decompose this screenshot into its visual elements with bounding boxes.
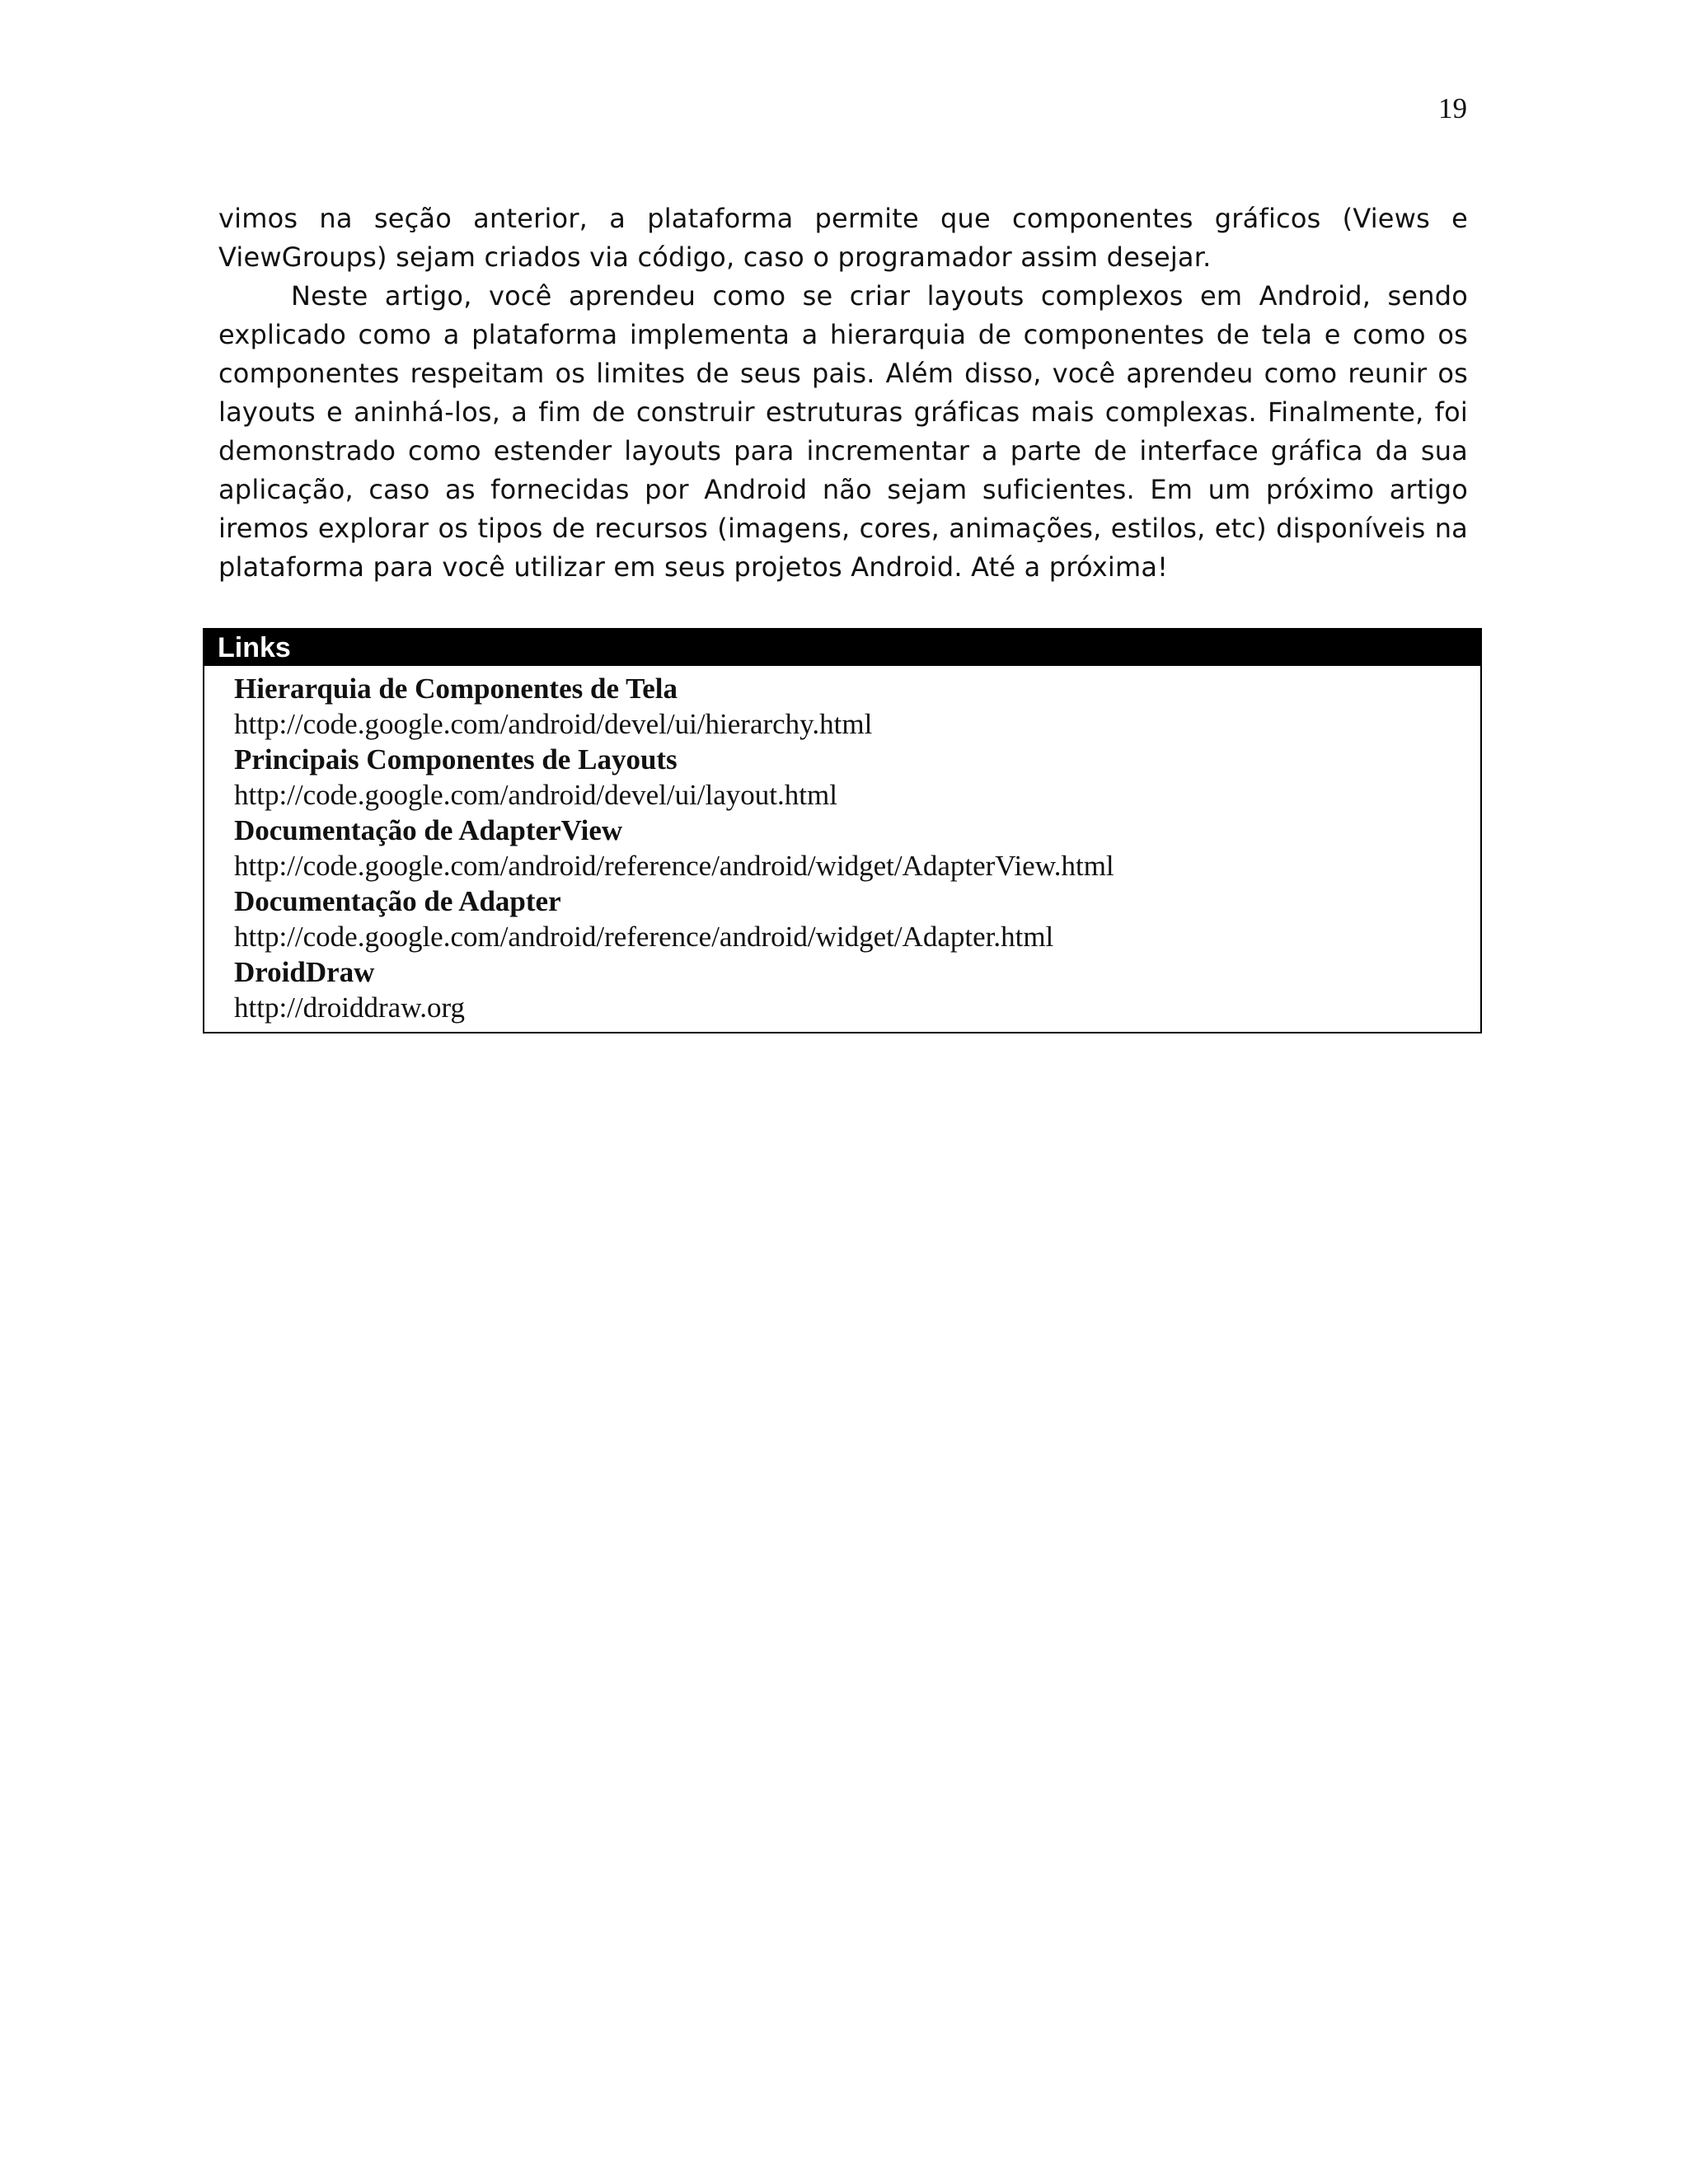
link-title: Hierarquia de Componentes de Tela [234,673,678,705]
links-box [203,628,1482,1033]
link-url[interactable]: http://droiddraw.org [234,991,465,1024]
paragraph-conclusion: Neste artigo, você aprendeu como se criar layouts complexos em Android, sendo explicado como a plataforma implementa a hierarquia de componentes de tela e como os componentes respeitam os limites de seus pais. Além disso, você aprendeu como reunir os layouts e aninhá-los, a fim de construir estruturas gráficas mais complexas. Finalmente, foi demonstrado como estender layouts para incrementar a parte de interface gráfica da sua aplicação, caso as fornecidas por Android não sejam suficientes. Em um próximo artigo iremos explorar os tipos de recursos (imagens, cores, animações, estilos, etc) disponíveis na plataforma para você utilizar em seus projetos Android. Até a próxima! [218,280,1468,583]
link-title: Documentação de AdapterView [234,814,623,846]
paragraph-continuation: vimos na seção anterior, a plataforma permite que componentes gráficos (Views e ViewGroups) sejam criados via código, caso o programador assim desejar. [218,203,1468,273]
links-list [204,666,1480,1032]
link-title: Documentação de Adapter [234,885,561,917]
article-body [218,199,1468,587]
link-url[interactable]: http://code.google.com/android/reference/android/widget/Adapter.html [234,921,1054,953]
page-number: 19 [1438,92,1467,124]
links-header: Links [204,630,1480,666]
link-title: Principais Componentes de Layouts [234,743,678,776]
link-title: DroidDraw [234,956,375,988]
link-url[interactable]: http://code.google.com/android/devel/ui/hierarchy.html [234,708,873,740]
link-url[interactable]: http://code.google.com/android/reference/android/widget/AdapterView.html [234,850,1114,882]
link-url[interactable]: http://code.google.com/android/devel/ui/layout.html [234,779,837,811]
